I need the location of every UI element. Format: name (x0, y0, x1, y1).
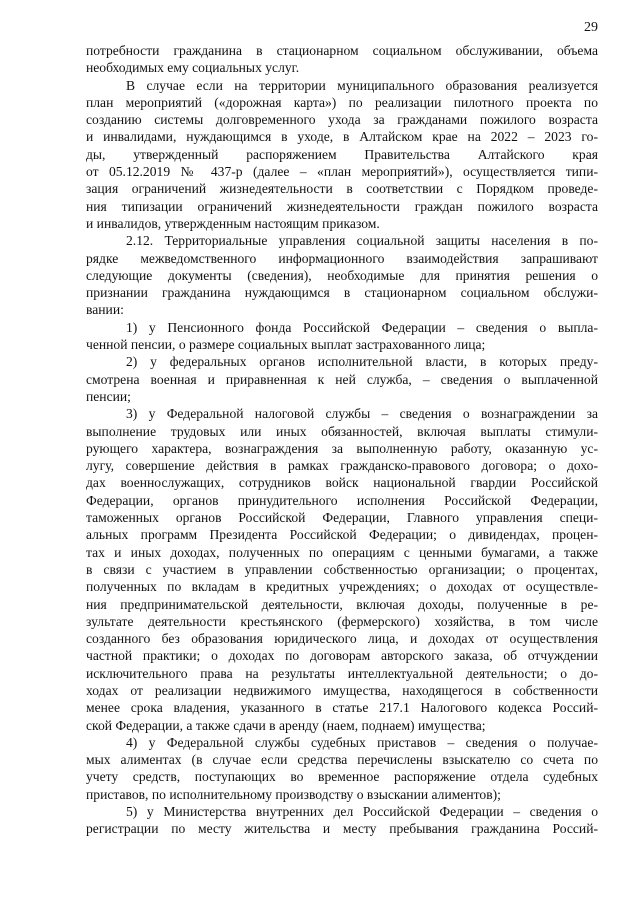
text-line: ской Федерации, а также сдачи в аренду (наем, поднаем) имущества; (86, 717, 486, 733)
text-line: потребности гражданина в стационарном социальном обслуживании, объема (86, 43, 598, 58)
text-line: 4) у Федеральной службы судебных приставов – сведения о получае- (126, 734, 598, 750)
text-line: полученных по вкладам в кредитных учреждениях; о доходах от осуществле- (86, 579, 598, 595)
text-line: альных программ Президента Российской Федерации; о дивидендах, процен- (86, 527, 598, 543)
text-line: от 05.12.2019 № 437-р (далее – «план мероприятий»), осуществляется типи- (86, 164, 598, 180)
text-line: созданного без образования юридического лица, и доходах от осуществления (86, 631, 598, 647)
text-line: выполнение трудовых или иных обязанностей, включая выплаты стимули- (86, 423, 598, 439)
text-line: 5) у Министерства внутренних дел Российской Федерации – сведения о (126, 804, 598, 820)
text-line: смотрена военная и приравненная к ней служба, – сведения о выплаченной (86, 371, 598, 387)
text-line: пенсии; (86, 388, 131, 404)
text-line: следующие документы (сведения), необходимые для принятия решения о (86, 267, 598, 283)
page-number: 29 (584, 20, 598, 35)
text-line: вании: (86, 302, 124, 318)
text-line: и инвалидами, нуждающимся в уходе, в Алтайском крае на 2022 – 2023 го- (86, 129, 598, 145)
text-line: план мероприятий («дорожная карта») по реализации пилотного проекта по (86, 94, 598, 110)
text-line: учету средств, поступающих во временное распоряжение отдела судебных (86, 769, 598, 785)
text-line: ченной пенсии, о размере социальных выплат застрахованного лица; (86, 337, 486, 353)
text-line: исключительного права на результаты интеллектуальной деятельности; о до- (86, 665, 598, 681)
text-line: 3) у Федеральной налоговой службы – сведения о вознаграждении за (126, 406, 598, 422)
text-line: менее срока владения, указанного в статье 217.1 Налогового кодекса Россий- (86, 700, 598, 716)
text-line: рующего характера, вознаграждения за выполненную работу, оказанную ус- (86, 440, 598, 456)
text-line: зультате деятельности крестьянского (фермерского) хозяйства, в том числе (86, 613, 598, 629)
text-line: регистрации по месту жительства и месту пребывания гражданина Россий- (86, 821, 598, 837)
document-body (86, 42, 598, 838)
text-line: рядке межведомственного информационного взаимодействия запрашивают (86, 250, 598, 266)
text-line: таможенных органов Российской Федерации, Главного управления специ- (86, 510, 598, 526)
text-line: лугу, совершение действия в рамках гражданско-правового договора; о дохо- (86, 458, 598, 474)
text-line: ния типизации ограничений жизнедеятельности граждан пожилого возраста (86, 198, 598, 214)
text-line: дах военнослужащих, сотрудников войск национальной гвардии Российской (86, 475, 598, 491)
text-line: и инвалидов, утвержденным настоящим приказом. (86, 215, 380, 231)
text-line: тах и иных доходах, полученных по операциям с ценными бумагами, а также (86, 544, 598, 560)
text-line: в связи с участием в управлении собственностью организации; о процентах, (86, 561, 598, 577)
text-line: Федерации, органов принудительного исполнения Российской Федерации, (86, 492, 598, 508)
text-line: мых алиментах (в случае если средства перечислены взыскателю со счета по (86, 752, 598, 768)
text-line: частной практики; о доходах по договорам авторского заказа, об отчуждении (86, 648, 598, 664)
text-line: зация ограничений жизнедеятельности в соответствии с Порядком проведе- (86, 181, 598, 197)
text-line: 2.12. Территориальные управления социальной защиты населения в по- (126, 233, 598, 249)
text-line: ходах от реализации недвижимого имущества, находящегося в собственности (86, 682, 598, 698)
text-line: ды, утвержденный распоряжением Правительства Алтайского края (86, 146, 598, 162)
text-line: В случае если на территории муниципального образования реализуется (126, 77, 598, 93)
text-line: ния предпринимательской деятельности, включая доходы, полученные в ре- (86, 596, 598, 612)
text-line: 2) у федеральных органов исполнительной власти, в которых преду- (126, 354, 598, 370)
text-line: созданию системы долговременного ухода за гражданами пожилого возраста (86, 112, 598, 128)
text-line: приставов, по исполнительному производству о взыскании алиментов); (86, 786, 501, 802)
text-line: необходимых ему социальных услуг. (86, 60, 300, 76)
text-line: 1) у Пенсионного фонда Российской Федерации – сведения о выпла- (126, 319, 598, 335)
text-line: признании гражданина нуждающимся в стационарном социальном обслужи- (86, 285, 598, 301)
